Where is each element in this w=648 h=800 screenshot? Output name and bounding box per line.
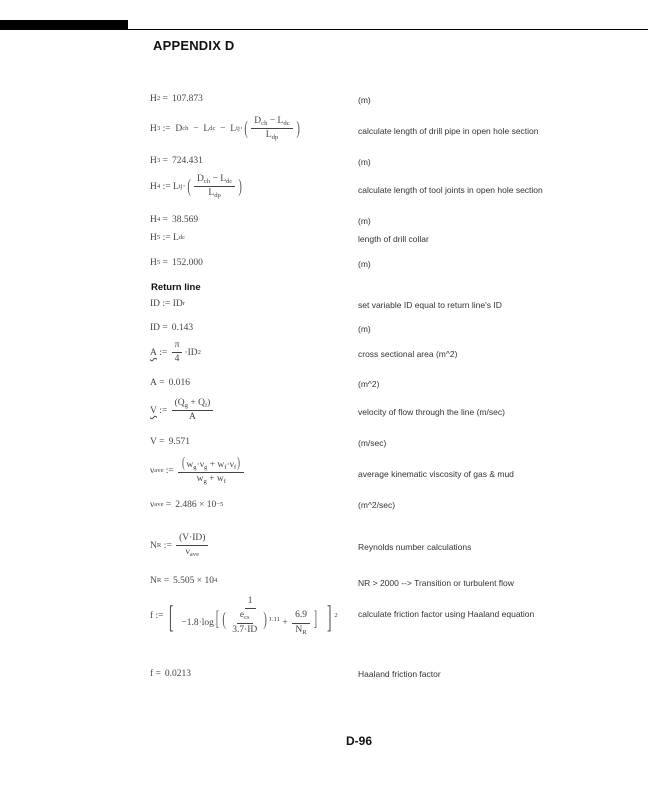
reynolds-value-desc: NR > 2000 --> Transition or turbulent flow	[358, 578, 514, 588]
h3-assign-desc: calculate length of drill pipe in open hole section	[358, 126, 539, 136]
page-number: D-96	[346, 734, 373, 748]
viscosity-assign-desc: average kinematic viscosity of gas & mud	[358, 469, 514, 479]
viscosity-value-equation: ν ave = 2.486 × 10 −5	[150, 500, 224, 510]
area-assign-desc: cross sectional area (m^2)	[358, 349, 458, 359]
viscosity-value-desc: (m^2/sec)	[358, 500, 396, 510]
viscosity-assign-equation: ν ave := $\frac{(w_g\cdot\nu_g + w_f\cdot\nu_f)}{w_g + w_f}$	[150, 457, 246, 486]
velocity-value-equation: V = 9.571	[150, 437, 190, 447]
h4-value-desc: (m)	[358, 216, 371, 226]
friction-assign-equation: f := [ 1 −1.8·log[ ( $\frac{e_{cs}}{3.7\cdot ID}$ )$^{1.11}$ + $\frac{6.9}{N_R}$ ] ] 2	[150, 596, 338, 636]
header-bar	[0, 20, 128, 30]
reynolds-assign-desc: Reynolds number calculations	[358, 542, 472, 552]
friction-value-desc: Haaland friction factor	[358, 669, 441, 679]
velocity-value-desc: (m/sec)	[358, 438, 387, 448]
h4-assign-equation: H 4 := L tj · ( $\frac{D_{ch} - L_{dc}}{L_{dp}}$ )	[150, 174, 243, 200]
h4-assign-desc: calculate length of tool joints in open hole section	[358, 185, 543, 195]
area-value-equation: A = 0.016	[150, 378, 190, 388]
header-rule	[128, 29, 648, 30]
h5-assign-equation: H 5 := L dc	[150, 233, 186, 243]
h3-value-equation: H 3 = 724.431	[150, 156, 203, 166]
h5-assign-desc: length of drill collar	[358, 234, 429, 244]
h4-value-equation: H 4 = 38.569	[150, 215, 199, 225]
h3-assign-equation: H 3 := D ch − L dc − L tj · ( $\frac{D_{ch} - L_{dc}}{L_{dp}}$ )	[150, 116, 300, 142]
h3-value-desc: (m)	[358, 157, 371, 167]
h2-value-equation: H 2 = 107.873	[150, 94, 203, 104]
velocity-assign-desc: velocity of flow through the line (m/sec)	[358, 407, 505, 417]
reynolds-value-equation: N R = 5.505 × 10 4	[150, 576, 218, 586]
reynolds-assign-equation: N R := $\frac{(V\cdot ID)}{\nu_{ave}}$	[150, 533, 210, 559]
friction-assign-desc: calculate friction factor using Haaland equation	[358, 609, 535, 619]
h2-value-desc: (m)	[358, 95, 371, 105]
appendix-title: APPENDIX D	[153, 38, 235, 53]
area-assign-equation: A := $\frac{\pi}{4}$ ·ID 2	[150, 340, 201, 365]
id-value-desc: (m)	[358, 324, 371, 334]
id-assign-equation: ID := ID r	[150, 299, 186, 309]
velocity-assign-equation: V := $\frac{(Q_g + Q_f)}{A}$	[150, 398, 215, 424]
return-line-heading: Return line	[151, 282, 201, 293]
id-value-equation: ID = 0.143	[150, 323, 194, 333]
h5-value-equation: H 5 = 152.000	[150, 258, 203, 268]
id-assign-desc: set variable ID equal to return line's ID	[358, 300, 502, 310]
area-value-desc: (m^2)	[358, 379, 380, 389]
friction-value-equation: f = 0.0213	[150, 669, 192, 679]
h5-value-desc: (m)	[358, 259, 371, 269]
